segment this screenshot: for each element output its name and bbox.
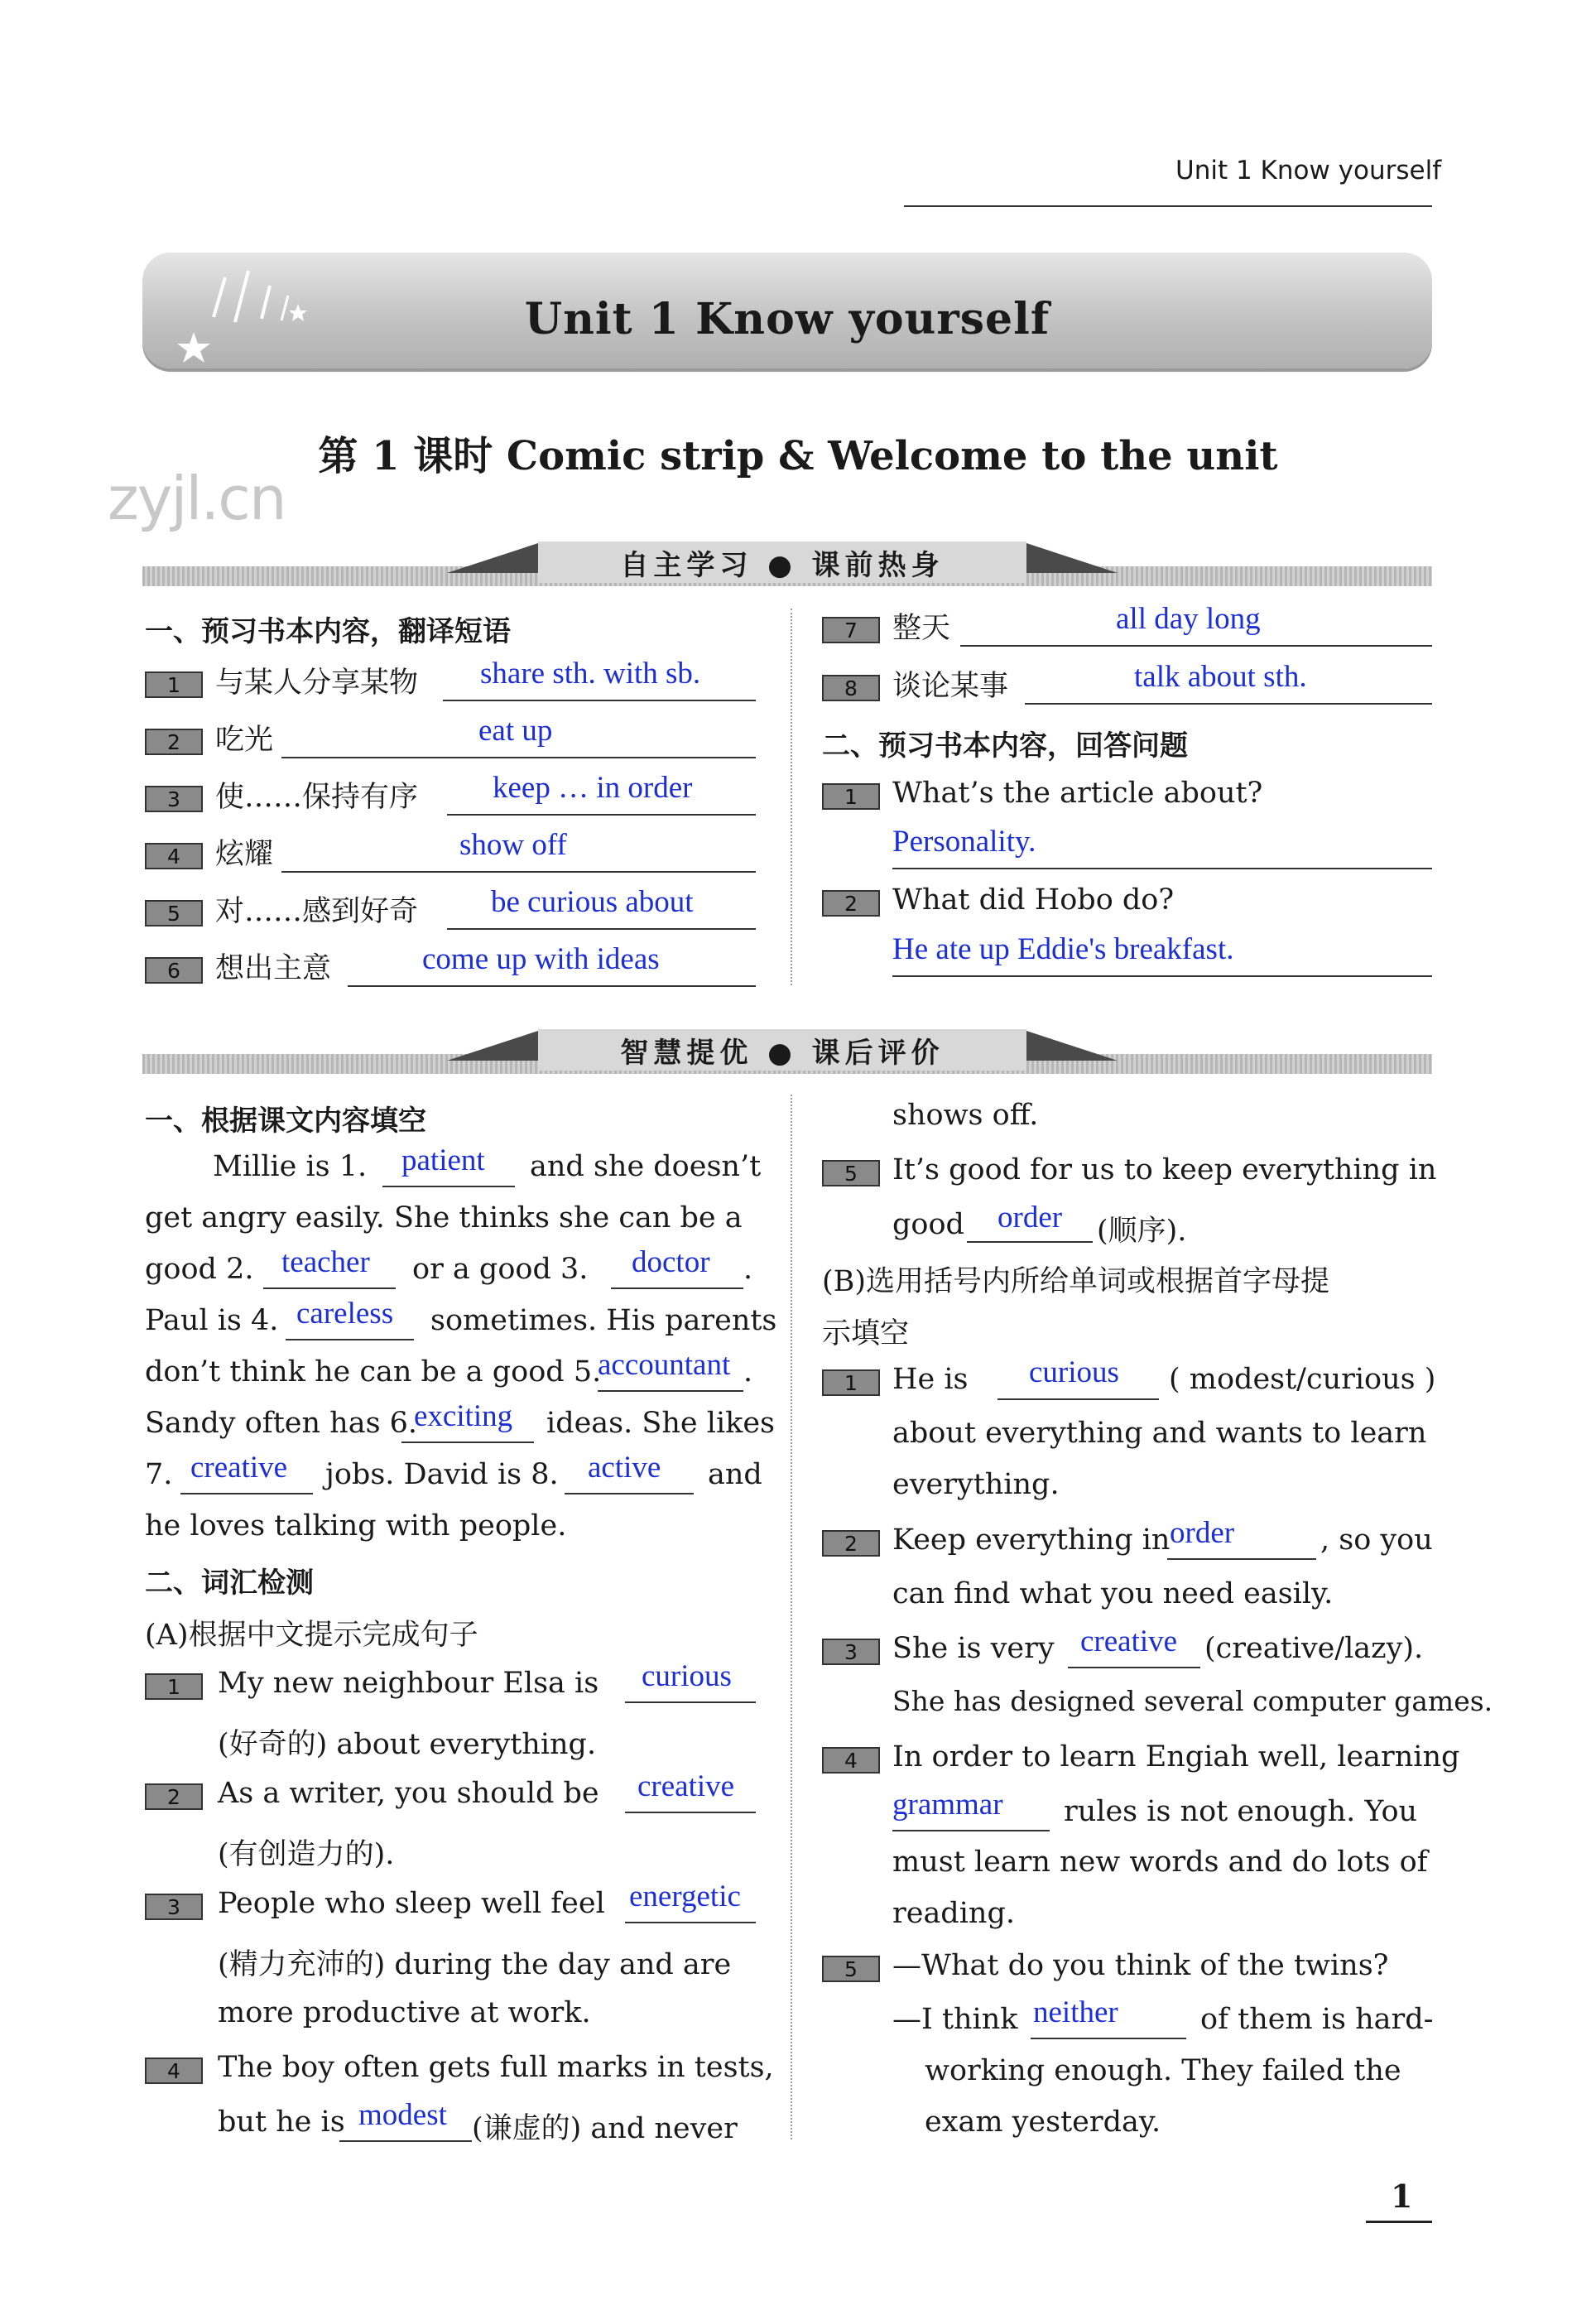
pre-item-7-chinese: 整天 (892, 612, 951, 645)
B5-continuation: of them is hard- (1200, 2003, 1434, 2036)
pre-item-6-blank (348, 985, 756, 987)
B3-number: 3 (822, 1639, 880, 1665)
A2-prefix: As a writer, you should be (218, 1777, 599, 1810)
passage-line3-start: good 2. (145, 1253, 254, 1286)
A4-continuation: (谦虚的) and never (472, 2112, 738, 2145)
section2-title: 智慧提优 ● 课后评价 (538, 1029, 1026, 1071)
pre-question-2-answer: He ate up Eddie's breakfast. (892, 932, 1234, 966)
pre-question-2-blank (892, 975, 1432, 977)
blank-4 (286, 1339, 414, 1340)
B2-continuation: , so you (1320, 1523, 1433, 1557)
B4-blank (892, 1830, 1050, 1831)
running-header: Unit 1 Know yourself (1175, 156, 1442, 185)
pre-question-1-number: 1 (822, 783, 880, 810)
pre-item-4-number: 4 (145, 843, 203, 869)
page-number-rule (1366, 2221, 1432, 2223)
passage-answer-2: teacher (281, 1245, 370, 1279)
A3-answer: energetic (629, 1879, 741, 1913)
B5-blank (1031, 2038, 1186, 2039)
B4-answer: grammar (892, 1788, 1003, 1822)
A3-continuation: (精力充沛的) during the day and are (218, 1948, 732, 1981)
A3-continuation-2: more productive at work. (218, 1996, 591, 2029)
B2-prefix: Keep everything in (892, 1523, 1171, 1557)
blank-6 (401, 1441, 534, 1443)
section1-left-triangle (447, 543, 538, 573)
A1-answer: curious (642, 1659, 732, 1693)
B2-answer: order (1170, 1516, 1235, 1550)
passage-line2: get angry easily. She thinks she can be a (145, 1201, 743, 1235)
pre-item-1-chinese: 与某人分享某物 (215, 667, 419, 700)
B5-continuation-3: exam yesterday. (925, 2106, 1161, 2139)
unit-banner (142, 253, 1432, 368)
A4-prefix-2: but he is (218, 2106, 345, 2139)
A2-answer: creative (637, 1769, 735, 1803)
section1-right-triangle (1026, 543, 1118, 573)
pre-item-5-chinese: 对……感到好奇 (215, 895, 419, 928)
passage-line8: he loves talking with people. (145, 1509, 567, 1543)
pre-question-1-text: What’s the article about? (892, 777, 1263, 810)
B1-continuation-3: everything. (892, 1468, 1060, 1501)
pre-item-7-number: 7 (822, 617, 880, 643)
A3-blank (625, 1922, 756, 1923)
passage-answer-1: patient (401, 1143, 485, 1177)
pre-item-1-blank (443, 700, 756, 701)
A4-answer: modest (358, 2098, 447, 2132)
blank-8 (565, 1493, 694, 1494)
B3-answer: creative (1080, 1624, 1178, 1658)
B4-continuation-3: reading. (892, 1897, 1015, 1930)
B5-number: 5 (822, 1956, 880, 1982)
pre-item-2-number: 2 (145, 729, 203, 755)
passage-line5-end: . (743, 1355, 753, 1389)
A5-prefix-2: good (892, 1208, 964, 1241)
blank-5 (598, 1390, 743, 1392)
passage-line1-start: Millie is 1. (213, 1150, 368, 1183)
pre-item-1-number: 1 (145, 671, 203, 698)
A1-number: 1 (145, 1673, 203, 1700)
A5-blank (967, 1241, 1093, 1243)
passage-answer-5: accountant (598, 1348, 731, 1382)
pre-item-6-number: 6 (145, 957, 203, 984)
pre-item-2-blank (281, 757, 756, 758)
pre-item-7-blank (960, 645, 1432, 647)
passage-answer-6: exciting (414, 1399, 513, 1433)
A4-blank (339, 2140, 472, 2142)
passage-answer-4: careless (296, 1297, 394, 1331)
B4-prefix: In order to learn Engiah well, learning (892, 1740, 1460, 1774)
A5-answer: order (997, 1201, 1063, 1235)
pre-part2-heading: 二、预习书本内容，回答问题 (822, 729, 1188, 763)
passage-line3-end: . (743, 1253, 753, 1286)
partA-heading: (A)根据中文提示完成句子 (145, 1619, 478, 1652)
passage-line1-end: and she doesn’t (530, 1150, 762, 1183)
column-divider (791, 609, 792, 985)
passage-answer-3: doctor (632, 1245, 710, 1279)
B3-continuation: (creative/lazy). (1204, 1632, 1424, 1665)
pre-item-3-number: 3 (145, 786, 203, 812)
passage-line5-start: don’t think he can be a good 5. (145, 1355, 602, 1389)
pre-item-5-answer: be curious about (491, 885, 694, 919)
B3-blank (1068, 1667, 1200, 1668)
partB-heading-1: (B)选用括号内所给单词或根据首字母提 (822, 1265, 1330, 1298)
post-part2-heading: 二、词汇检测 (145, 1567, 314, 1600)
pre-item-8-answer: talk about sth. (1134, 660, 1307, 694)
pre-item-8-blank (1025, 703, 1432, 705)
pre-item-3-blank (447, 814, 756, 816)
pre-item-4-answer: show off (459, 828, 567, 862)
B1-answer: curious (1029, 1355, 1119, 1389)
A3-prefix: People who sleep well feel (218, 1887, 605, 1920)
pre-question-2-number: 2 (822, 890, 880, 917)
passage-line6-end: ideas. She likes (546, 1407, 776, 1440)
A2-blank (625, 1812, 756, 1813)
B4-continuation-2: must learn new words and do lots of (892, 1846, 1428, 1879)
pre-item-1-answer: share sth. with sb. (480, 657, 701, 691)
section1-title: 自主学习 ● 课前热身 (538, 541, 1026, 583)
lesson-title: 第 1 课时 Comic strip & Welcome to the unit (318, 433, 1278, 479)
B5-answer: neither (1033, 1995, 1118, 2029)
B5-prefix-2: —I think (892, 2003, 1018, 2036)
pre-item-4-chinese: 炫耀 (215, 838, 274, 871)
pre-question-1-blank (892, 868, 1432, 869)
blank-1 (382, 1186, 515, 1187)
A1-continuation: (好奇的) about everything. (218, 1728, 597, 1761)
section2-right-triangle (1026, 1031, 1118, 1061)
pre-item-8-chinese: 谈论某事 (892, 670, 1009, 703)
pre-item-5-number: 5 (145, 900, 203, 926)
A2-number: 2 (145, 1783, 203, 1810)
pre-item-3-chinese: 使……保持有序 (215, 781, 419, 814)
pre-item-4-blank (281, 871, 756, 873)
pre-item-3-answer: keep … in order (493, 771, 693, 805)
pre-item-2-answer: eat up (478, 714, 553, 748)
B1-number: 1 (822, 1369, 880, 1396)
partB-heading-2: 示填空 (822, 1317, 910, 1350)
watermark: zyjl.cn (108, 464, 286, 533)
B1-continuation-2: about everything and wants to learn (892, 1417, 1427, 1450)
post-part1-heading: 一、根据课文内容填空 (145, 1105, 426, 1138)
banner-title: Unit 1 Know yourself (524, 294, 1050, 344)
B2-number: 2 (822, 1530, 880, 1557)
pre-part1-heading: 一、预习书本内容，翻译短语 (145, 615, 511, 648)
B2-continuation-2: can find what you need easily. (892, 1577, 1334, 1610)
A3-number: 3 (145, 1894, 203, 1920)
A5-continuation: (顺序). (1097, 1215, 1187, 1248)
B2-blank (1167, 1558, 1316, 1560)
passage-line4-start: Paul is 4. (145, 1304, 279, 1337)
B1-blank (997, 1398, 1159, 1400)
pre-item-6-answer: come up with ideas (422, 942, 660, 976)
passage-line3-mid: or a good 3. (412, 1253, 589, 1286)
passage-answer-8: active (588, 1451, 661, 1485)
passage-line7-end: and (708, 1458, 762, 1491)
pre-item-5-blank (447, 928, 756, 930)
B4-number: 4 (822, 1747, 880, 1774)
section2-left-triangle (447, 1031, 538, 1061)
B5-continuation-2: working enough. They failed the (925, 2054, 1401, 2087)
blank-3 (611, 1287, 743, 1289)
B1-prefix: He is (892, 1363, 969, 1396)
B4-continuation: rules is not enough. You (1064, 1795, 1418, 1828)
blank-2 (263, 1287, 396, 1289)
B5-prefix: —What do you think of the twins? (892, 1949, 1389, 1982)
page-number: 1 (1391, 2178, 1413, 2215)
A5-number: 5 (822, 1160, 880, 1186)
A5-prefix: It’s good for us to keep everything in (892, 1153, 1437, 1186)
A1-prefix: My new neighbour Elsa is (218, 1667, 599, 1700)
passage-line7-mid: jobs. David is 8. (325, 1458, 559, 1491)
passage-line4-end: sometimes. His parents (430, 1304, 777, 1337)
blank-7 (180, 1493, 313, 1494)
B1-continuation: ( modest/curious ) (1169, 1363, 1436, 1396)
pre-item-2-chinese: 吃光 (215, 724, 274, 757)
passage-answer-7: creative (190, 1451, 288, 1485)
B3-prefix: She is very (892, 1632, 1055, 1665)
pre-question-1-answer: Personality. (892, 825, 1036, 859)
pre-question-2-text: What did Hobo do? (892, 883, 1175, 917)
A2-continuation: (有创造力的). (218, 1838, 395, 1871)
A4-number: 4 (145, 2058, 203, 2084)
pre-item-7-answer: all day long (1116, 602, 1261, 636)
A4-continuation-2: shows off. (892, 1099, 1039, 1132)
passage-line7-start: 7. (145, 1458, 173, 1491)
header-rule (904, 205, 1432, 207)
A4-prefix: The boy often gets full marks in tests, (218, 2051, 774, 2084)
pre-item-8-number: 8 (822, 675, 880, 701)
passage-line6-start: Sandy often has 6. (145, 1407, 418, 1440)
A1-blank (625, 1701, 756, 1703)
pre-item-6-chinese: 想出主意 (215, 952, 332, 985)
column-divider-2 (791, 1095, 792, 2139)
B3-continuation-2: She has designed several computer games. (892, 1685, 1493, 1717)
